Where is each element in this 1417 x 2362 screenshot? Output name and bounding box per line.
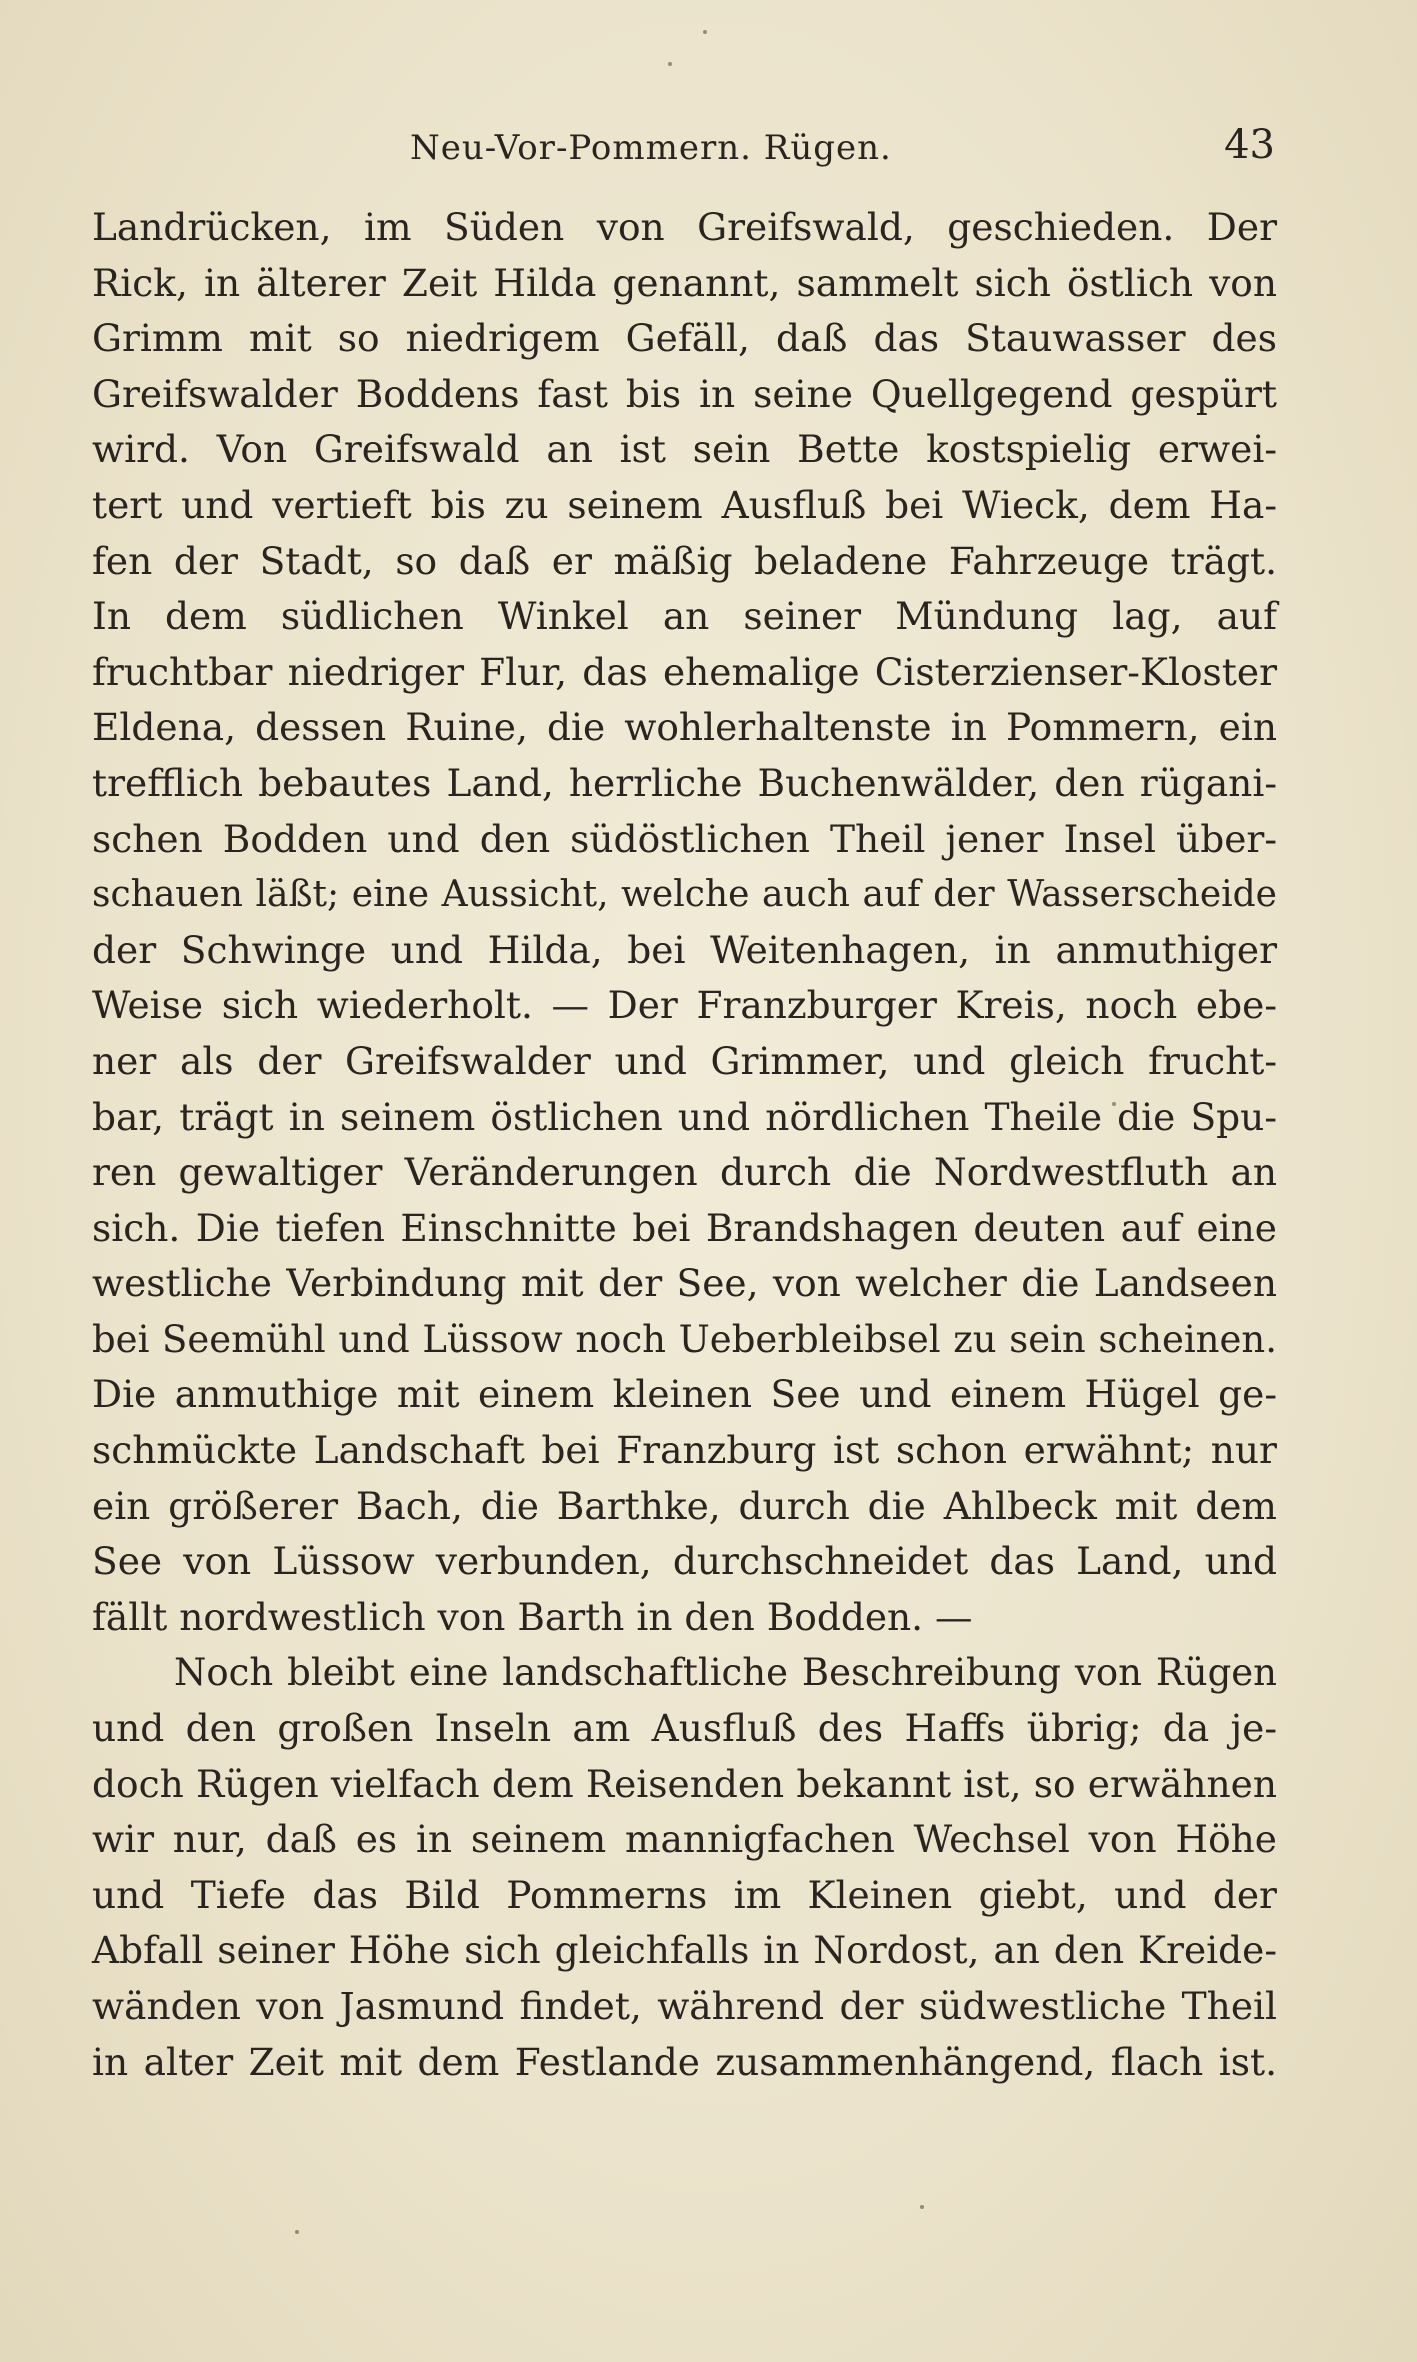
paragraph-1 (92, 200, 1277, 1645)
text-line: doch Rügen vielfach dem Reisenden bekannt ist, so erwähnen (92, 1761, 1277, 1806)
paper-speck (295, 2230, 299, 2234)
text-line: ner als der Greifswalder und Grimmer, und gleich frucht- (92, 1038, 1277, 1083)
text-line: wir nur, daß es in seinem mannigfachen Wechsel von Höhe (92, 1817, 1277, 1862)
text-line: ren gewaltiger Veränderungen durch die Nordwestfluth an (92, 1150, 1277, 1195)
text-line: See von Lüssow verbunden, durchschneidet das Land, und (92, 1539, 1277, 1584)
paper-speck (703, 30, 707, 34)
text-line: In dem südlichen Winkel an seiner Mündung lag, auf (92, 594, 1277, 639)
text-line: schen Bodden und den südöstlichen Theil jener Insel über- (92, 816, 1277, 861)
text-line: Abfall seiner Höhe sich gleichfalls in Nordost, an den Kreide- (92, 1928, 1277, 1973)
paper-speck (920, 2205, 924, 2209)
text-line: bei Seemühl und Lüssow noch Ueberbleibsel zu sein scheinen. (92, 1317, 1277, 1361)
text-line: und Tiefe das Bild Pommerns im Kleinen giebt, und der (92, 1872, 1277, 1917)
running-head (90, 120, 1275, 180)
text-line: fruchtbar niedriger Flur, das ehemalige Cisterzienser-Kloster (92, 649, 1277, 694)
page-number: 43 (1224, 122, 1275, 168)
text-line: wänden von Jasmund findet, während der südwestliche Theil (92, 1984, 1277, 2028)
text-line: Rick, in älterer Zeit Hilda genannt, sammelt sich östlich von (92, 260, 1277, 305)
text-line: bar, trägt in seinem östlichen und nördlichen Theile die Spu- (92, 1094, 1277, 1139)
paper-speck (668, 62, 672, 66)
text-line: Weise sich wiederholt. — Der Franzburger Kreis, noch ebe- (92, 983, 1277, 1028)
body-text (92, 200, 1277, 2090)
text-line: tert und vertieft bis zu seinem Ausfluß bei Wieck, dem Ha- (92, 482, 1277, 527)
text-line: fällt nordwestlich von Barth in den Bodden. — (92, 1594, 973, 1639)
text-line: schmückte Landschaft bei Franzburg ist schon erwähnt; nur (92, 1428, 1277, 1473)
text-line: und den großen Inseln am Ausfluß des Haffs übrig; da je- (92, 1706, 1277, 1751)
text-line: sich. Die tiefen Einschnitte bei Brandshagen deuten auf eine (92, 1205, 1277, 1250)
text-line: Die anmuthige mit einem kleinen See und einem Hügel ge- (92, 1372, 1277, 1417)
text-line: westliche Verbindung mit der See, von welcher die Landseen (92, 1261, 1277, 1306)
paragraph-2 (92, 1645, 1277, 2090)
text-line: Eldena, dessen Ruine, die wohlerhaltenste in Pommern, ein (92, 705, 1277, 750)
running-title: Neu-Vor-Pommern. Rügen. (410, 128, 892, 168)
text-line: Grimm mit so niedrigem Gefäll, daß das Stauwasser des (92, 316, 1277, 361)
text-line: wird. Von Greifswald an ist sein Bette kostspielig erwei- (92, 427, 1277, 472)
text-line: in alter Zeit mit dem Festlande zusammenhängend, flach ist. (92, 2039, 1277, 2084)
text-line: Greifswalder Boddens fast bis in seine Quellgegend gespürt (92, 371, 1277, 416)
text-line: fen der Stadt, so daß er mäßig beladene Fahrzeuge trägt. (92, 538, 1277, 583)
text-line: schauen läßt; eine Aussicht, welche auch auf der Wasserscheide (92, 874, 1277, 916)
text-line: Noch bleibt eine landschaftliche Beschreibung von Rügen (174, 1651, 1277, 1695)
text-line: ein größerer Bach, die Barthke, durch die Ahlbeck mit dem (92, 1483, 1277, 1528)
text-line: trefflich bebautes Land, herrliche Buchenwälder, den rügani- (92, 760, 1277, 805)
text-line: der Schwinge und Hilda, bei Weitenhagen, in anmuthiger (92, 927, 1277, 972)
text-line: Landrücken, im Süden von Greifswald, geschieden. Der (92, 205, 1277, 249)
